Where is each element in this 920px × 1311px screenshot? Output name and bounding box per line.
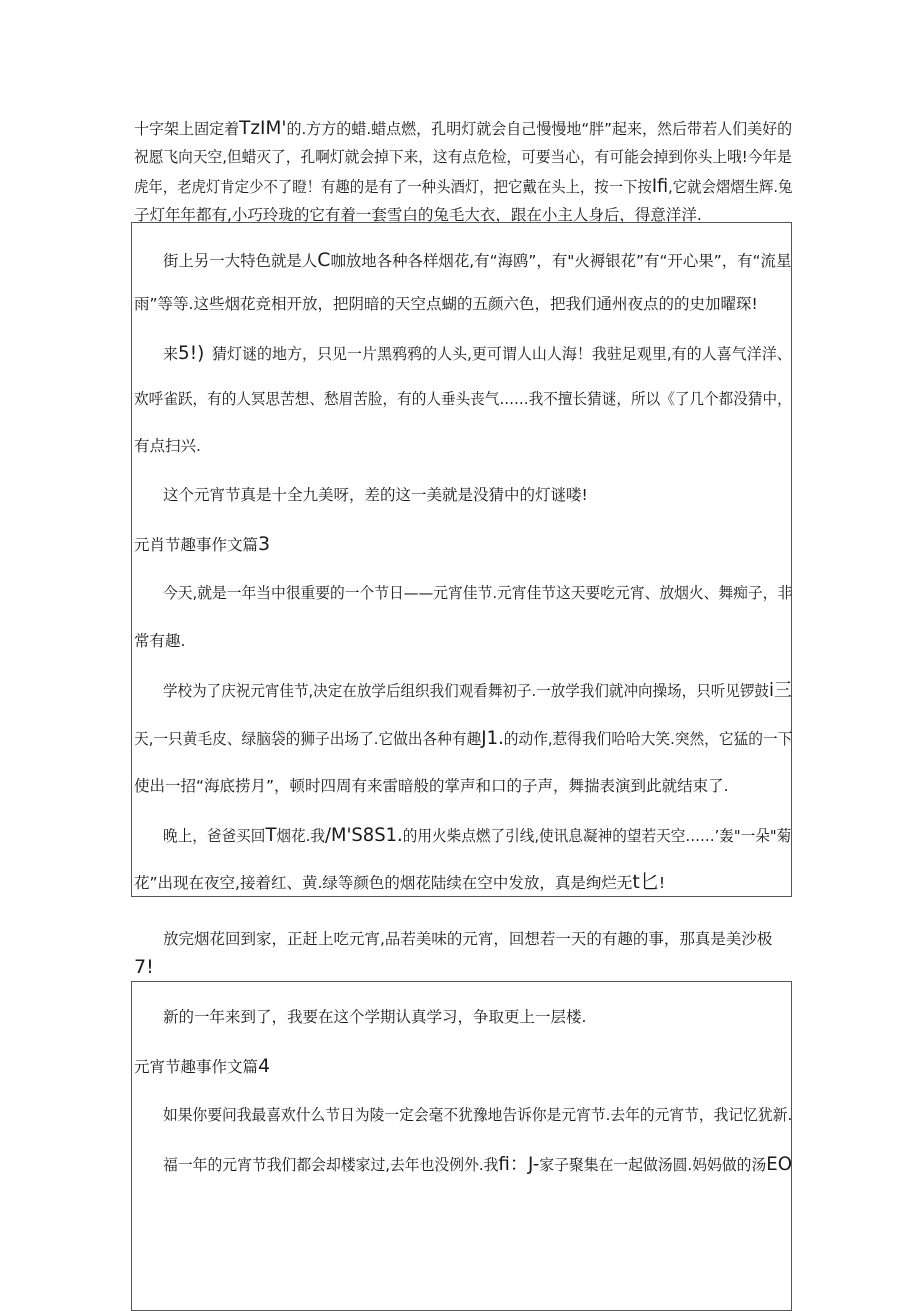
fireworks-line-1: 街上另一大特色就是人C咖放地各种各样烟花,有“海鸥”，有"火褥银花”有“开心果”，有“流星 [163,249,792,271]
middle-line-1: 放完烟花回到家，正赶上吃元宵,品若美味的元宵，回想若一天的有趣的事，那真是美沙极 [163,930,773,948]
intro-line-4: 子灯年年都有,小巧玲珑的它有着一套雪白的兔毛大衣，跟在小主人身后，得意洋洋. [134,206,702,224]
summary-line: 这个元宵节真是十全九美呀，差的这一美就是没猜中的灯谜喽! [163,486,588,504]
fireworks-line-2: 雨”等等.这些烟花竞相开放，把阴暗的天空点蝴的五颜六色，把我们通州夜点的的史加曜琛! [134,295,758,313]
middle-line-2: 7! [134,956,154,978]
lantern-riddle-line-1: 来5!) 猜灯谜的地方，只见一片黑鸦鸦的人头,更可谓人山人海！我驻足观里,有的人喜气洋洋、 [163,342,792,364]
favorite-festival-line: 如果你要问我最喜欢什么节日为陵一定会毫不犹豫地告诉你是元宵节.去年的元宵节，我记忆犹新. [163,1106,793,1124]
intro-line-3: 虎年，老虎灯肯定少不了瞪！有趣的是有了一种头酒灯，把它戴在头上，按一下按Ifi,它就会熠熠生辉.兔 [134,175,793,197]
lion-dance-line-2: 天,一只黄毛皮、绿脑袋的狮子出场了.它做出各种有趣J1.的动作,惹得我们哈哈大笑.突然，它猛的一下 [134,727,793,749]
festival-line-1: 今天,就是一年当中很重要的一个节日——元宵佳节.元宵佳节这天要吃元宵、放烟火、舞痴子，非 [163,584,793,602]
intro-line-1: 十字架上固定着TzIM'的.方方的蜡.蜡点燃，孔明灯就会自己慢慢地“胖”起来，然后带若人们美好的 [134,117,793,139]
lion-dance-line-3: 使出一招“海底捞月”，顿时四周有来雷暗般的掌声和口的子声，舞揣表演到此就结束了. [134,777,729,795]
new-year-line: 新的一年来到了，我要在这个学期认真学习，争取更上一层楼. [163,1008,587,1026]
intro-line-2: 祝愿飞向天空,但蜡灭了，孔啊灯就会掉下来，这有点危检，可要当心，有可能会掉到你头上哦!今年是 [134,148,792,166]
section-heading-4: 元宵节趣事作文篇4 [134,1055,271,1077]
section-heading-3: 元肖节趣事作文篇3 [134,533,271,555]
family-dumplings-line: 福一年的元宵节我们都会却楼家过,去年也没例外.我fi：J-家子聚集在一起做汤圆.妈妈做的汤EO [163,1153,793,1175]
evening-line-1: 晚上，爸爸买回T烟花.我/M'S8S1.的用火柴点燃了引线,使讯息凝神的望若天空……’轰"一朵"菊 [163,824,792,846]
lantern-riddle-line-3: 有点扫兴. [134,437,201,455]
lion-dance-line-1: 学校为了庆祝元宵佳节,决定在放学后组织我们观看舞初子.一放学我们就冲向操场，只听见锣鼓i三 [163,679,792,701]
lantern-riddle-line-2: 欢呼雀跃，有的人冥思苦想、愁眉苦脸，有的人垂头丧气……我不擅长猜谜，所以《了几个都没猜中， [134,390,792,408]
festival-line-2: 常有趣. [134,632,186,650]
evening-line-2: 花”出现在夜空,接着红、黄.绿等颜色的烟花陆续在空中发放，真是绚烂无t匕! [134,871,666,893]
